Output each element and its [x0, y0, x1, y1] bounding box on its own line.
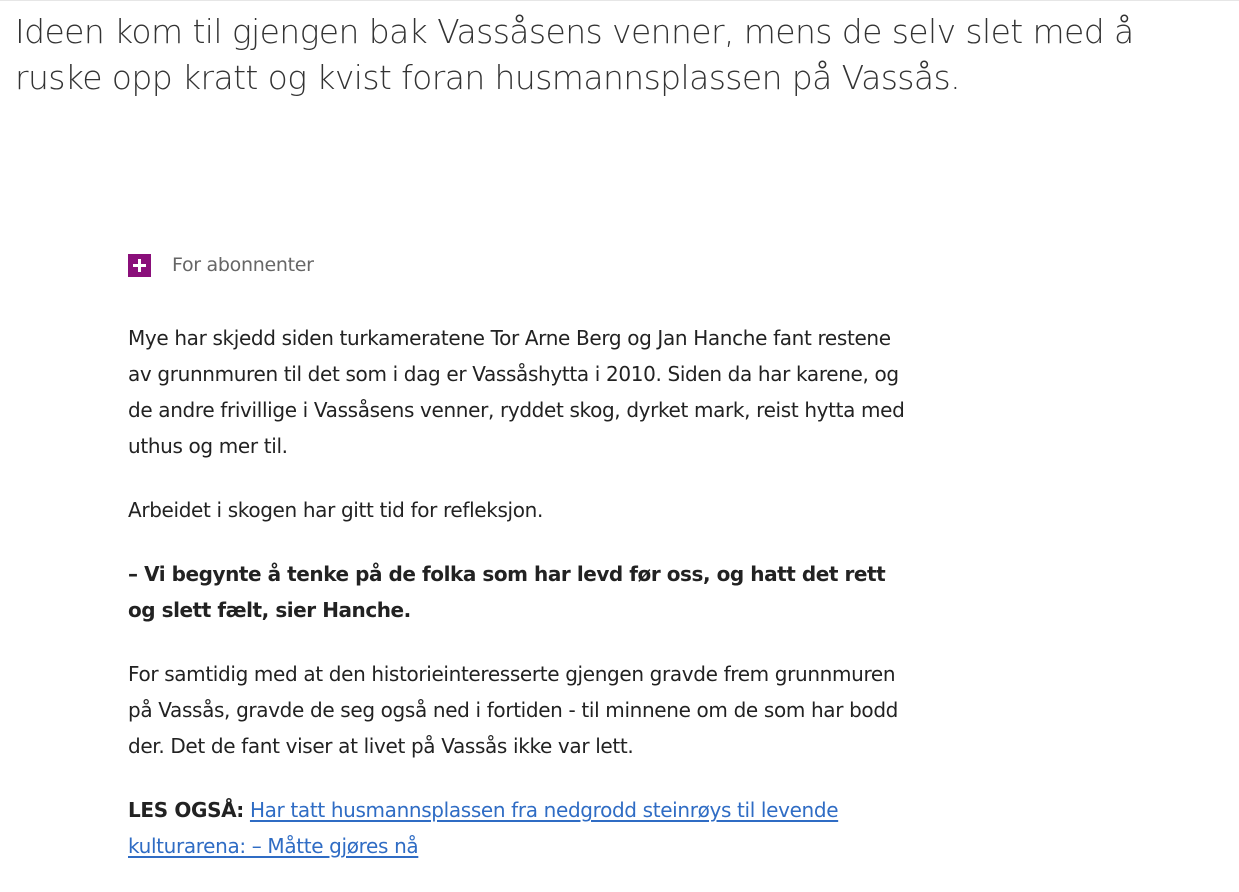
les-ogsa-label: LES OGSÅ: [128, 798, 244, 822]
quote-paragraph: – Vi begynte å tenke på de folka som har levd før oss, og hatt det rett og slett fælt, sier Hanche. [128, 562, 886, 622]
les-ogsa-block [128, 792, 918, 864]
paragraph: For samtidig med at den historieinteresserte gjengen gravde frem grunnmuren på Vassås, gravde de seg også ned i fortiden - til minnene om de som har bodd der. Det de fant viser at livet på Vassås ikke var lett. [128, 662, 899, 758]
related-article-link[interactable]: Har tatt husmannsplassen fra nedgrodd steinrøys til levende kulturarena: – Måtte gjøres nå [128, 798, 839, 858]
subscriber-label: For abonnenter [172, 254, 314, 276]
article-lead: Ideen kom til gjengen bak Vassåsens venner, mens de selv slet med å ruske opp kratt og kvist foran husmannsplassen på Vassås. [15, 12, 1134, 97]
top-divider [0, 0, 1239, 1]
plus-icon [128, 254, 151, 277]
paragraph: Mye har skjedd siden turkameratene Tor Arne Berg og Jan Hanche fant restene av grunnmuren til det som i dag er Vassåshytta i 2010. Siden da har karene, og de andre frivillige i Vassåsens venner, ryddet skog, dyrket mark, reist hytta med uthus og mer til. [128, 326, 905, 458]
article-body [128, 250, 918, 892]
paragraph: Arbeidet i skogen har gitt tid for refleksjon. [128, 498, 543, 522]
subscriber-badge [128, 250, 918, 280]
